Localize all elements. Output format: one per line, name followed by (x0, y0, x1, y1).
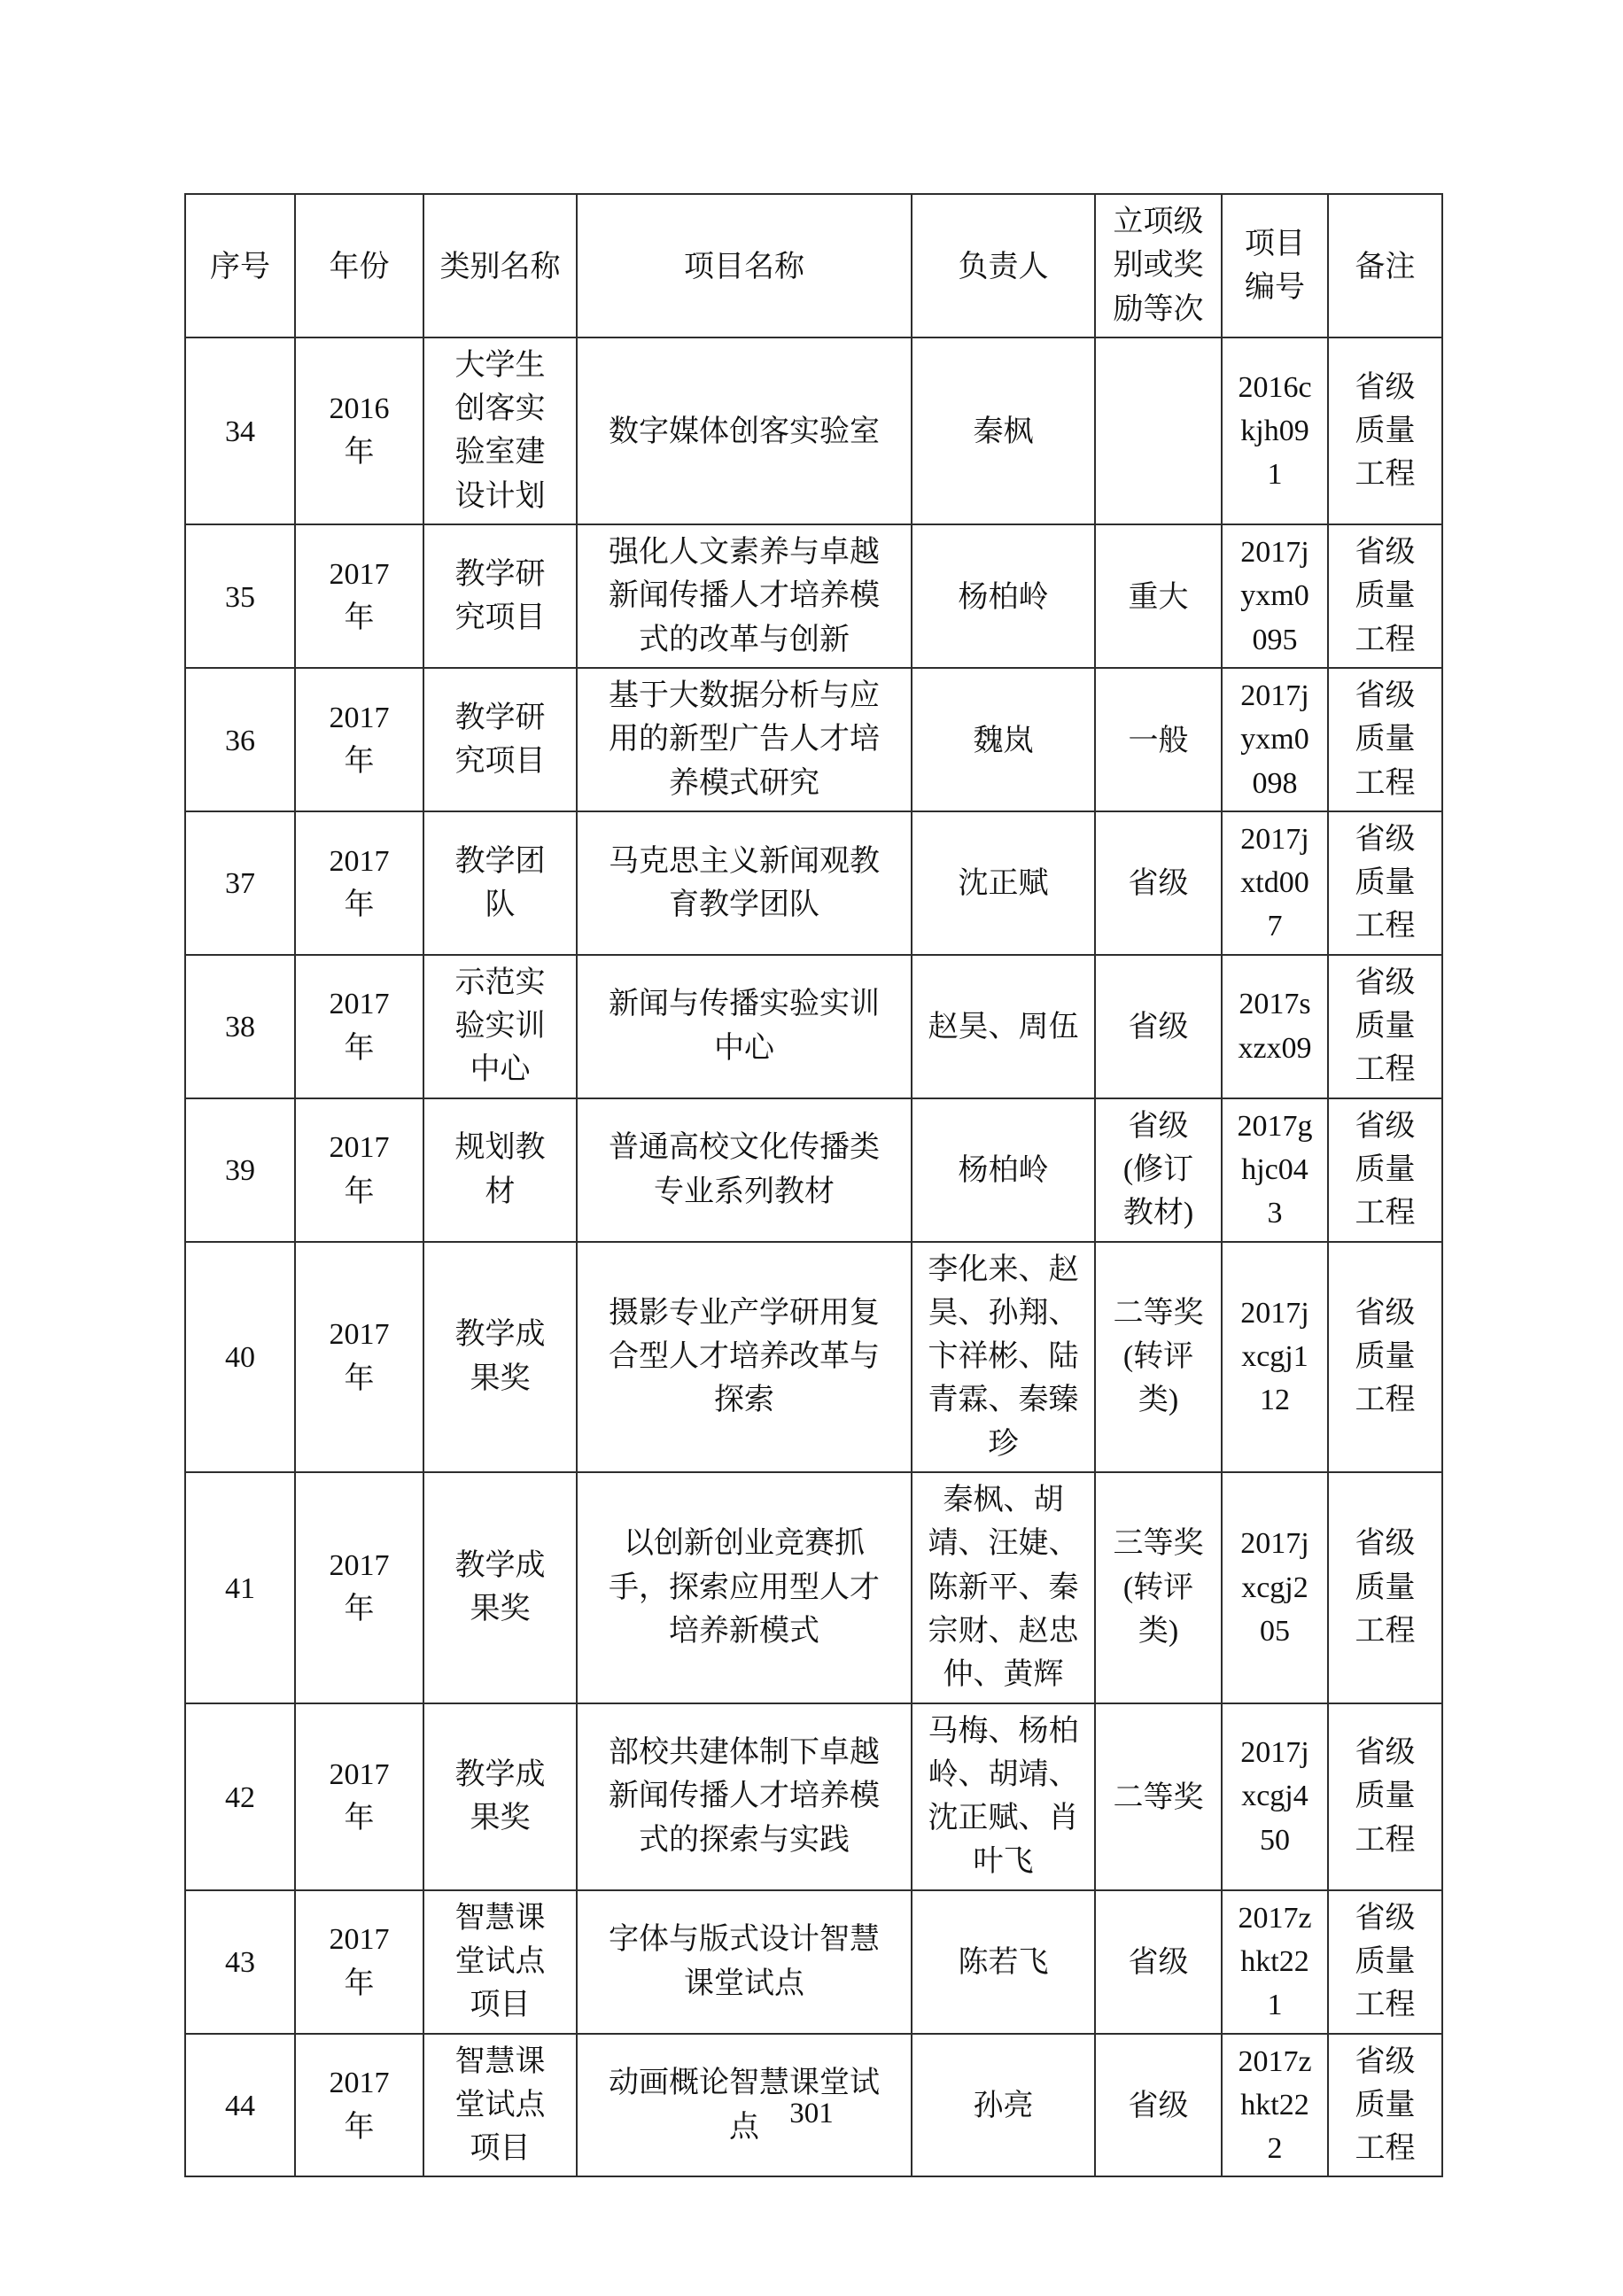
cell-text: 省级质量工程 (1355, 1736, 1416, 1857)
table-row (185, 1703, 1442, 1890)
cell-category (423, 1890, 577, 2034)
cell-text: 教学成果奖 (454, 1757, 546, 1835)
cell-seq (185, 1242, 295, 1472)
cell-seq (185, 1890, 295, 2034)
cell-year (295, 955, 423, 1098)
cell-text: 教学研究项目 (454, 701, 546, 778)
cell-text: 省级质量工程 (1355, 966, 1416, 1087)
cell-seq (185, 1098, 295, 1242)
cell-level (1095, 524, 1222, 668)
cell-text: 2017年 (329, 1548, 390, 1626)
cell-text: 省级质量工程 (1355, 1109, 1416, 1230)
cell-text: 教学团队 (454, 844, 546, 921)
cell-year (295, 1242, 423, 1472)
cell-year (295, 1890, 423, 2034)
cell-text: 2017年 (329, 701, 390, 778)
cell-project (577, 1242, 912, 1472)
projects-table (184, 193, 1443, 2177)
cell-text: 2017sxzx09 (1238, 988, 1312, 1065)
cell-seq (185, 1703, 295, 1890)
cell-text: 大学生创客实验室建设计划 (454, 348, 546, 513)
cell-year (295, 668, 423, 811)
cell-note (1328, 1242, 1442, 1472)
cell-year (295, 811, 423, 955)
cell-text: 规划教材 (454, 1131, 546, 1208)
cell-text: 省级 (1128, 867, 1189, 901)
column-header-label: 序号 (210, 250, 270, 283)
cell-text: 马梅、杨柏岭、胡靖、沈正赋、肖叶飞 (928, 1714, 1079, 1879)
cell-text: 赵昊、周伍 (928, 1011, 1079, 1044)
cell-text: 智慧课堂试点项目 (454, 2044, 546, 2166)
table-row (185, 668, 1442, 811)
cell-category (423, 955, 577, 1098)
cell-code (1222, 668, 1328, 811)
table-row (185, 1472, 1442, 1703)
cell-project (577, 1098, 912, 1242)
cell-text: 部校共建体制下卓越新闻传播人才培养模式的探索与实践 (609, 1736, 880, 1857)
column-header-leader (912, 194, 1095, 337)
cell-seq (185, 668, 295, 811)
cell-text: 数字媒体创客实验室 (609, 415, 880, 449)
cell-level (1095, 668, 1222, 811)
column-header-label: 立项级别或奖励等次 (1113, 206, 1204, 326)
cell-category (423, 1242, 577, 1472)
cell-year (295, 1098, 423, 1242)
cell-text: 李化来、赵昊、孙翔、卞祥彬、陆青霖、秦臻珍 (928, 1253, 1079, 1461)
table-header-row (185, 194, 1442, 337)
cell-text: 字体与版式设计智慧课堂试点 (609, 1923, 880, 2000)
cell-project (577, 1890, 912, 2034)
cell-note (1328, 524, 1442, 668)
cell-level (1095, 1098, 1222, 1242)
cell-text: 以创新创业竞赛抓手，探索应用型人才培养新模式 (609, 1527, 880, 1648)
cell-text: 二等奖(转评类) (1113, 1296, 1204, 1417)
cell-note (1328, 1098, 1442, 1242)
cell-text: 36 (225, 724, 255, 757)
cell-text: 省级(修订教材) (1122, 1109, 1194, 1230)
cell-text: 秦枫 (973, 415, 1034, 449)
cell-text: 普通高校文化传播类专业系列教材 (609, 1131, 880, 1208)
cell-leader (912, 524, 1095, 668)
cell-leader (912, 1472, 1095, 1703)
column-header-code (1222, 194, 1328, 337)
column-header-label: 项目编号 (1245, 227, 1305, 304)
cell-note (1328, 811, 1442, 955)
cell-project (577, 811, 912, 955)
cell-text: 2017jyxm0095 (1240, 536, 1309, 656)
cell-code (1222, 1242, 1328, 1472)
table-row (185, 1242, 1442, 1472)
cell-category (423, 811, 577, 955)
cell-text: 2017jxtd007 (1240, 822, 1309, 943)
cell-level (1095, 811, 1222, 955)
cell-level (1095, 1472, 1222, 1703)
cell-leader (912, 811, 1095, 955)
cell-text: 2017jxcgj450 (1240, 1736, 1309, 1857)
cell-text: 魏岚 (973, 724, 1034, 757)
cell-text: 省级 (1128, 1011, 1189, 1044)
cell-seq (185, 955, 295, 1098)
cell-code (1222, 811, 1328, 955)
cell-text: 2017年 (329, 1318, 390, 1395)
cell-text: 2017jxcgj112 (1240, 1296, 1309, 1417)
column-header-label: 备注 (1355, 250, 1416, 283)
cell-text: 2017年 (329, 844, 390, 921)
column-header-label: 年份 (329, 250, 390, 283)
column-header-seq (185, 194, 295, 337)
table-header (185, 194, 1442, 337)
table-row (185, 524, 1442, 668)
cell-text: 马克思主义新闻观教育教学团队 (609, 844, 880, 921)
cell-text: 省级质量工程 (1355, 2044, 1416, 2166)
cell-text: 秦枫、胡靖、汪婕、陈新平、秦宗财、赵忠仲、黄辉 (928, 1484, 1079, 1692)
table-row (185, 1890, 1442, 2034)
cell-year (295, 524, 423, 668)
cell-text: 2016ckjh091 (1238, 370, 1312, 492)
cell-text: 2017jxcgj205 (1240, 1527, 1309, 1648)
cell-text: 摄影专业产学研用复合型人才培养改革与探索 (609, 1296, 880, 1417)
cell-text: 37 (225, 867, 255, 901)
cell-leader (912, 1242, 1095, 1472)
cell-text: 2016年 (329, 392, 390, 469)
cell-text: 省级质量工程 (1355, 822, 1416, 943)
cell-text: 教学成果奖 (454, 1548, 546, 1626)
cell-note (1328, 668, 1442, 811)
cell-level (1095, 337, 1222, 524)
cell-text: 示范实验实训中心 (454, 966, 546, 1087)
cell-note (1328, 1703, 1442, 1890)
cell-note (1328, 337, 1442, 524)
cell-leader (912, 1890, 1095, 2034)
column-header-label: 项目名称 (684, 250, 804, 283)
cell-project (577, 524, 912, 668)
cell-category (423, 524, 577, 668)
cell-text: 省级 (1128, 2090, 1189, 2123)
cell-seq (185, 337, 295, 524)
cell-leader (912, 1098, 1095, 1242)
cell-text: 杨柏岭 (958, 580, 1049, 614)
cell-text: 省级质量工程 (1355, 1527, 1416, 1648)
cell-text: 新闻与传播实验实训中心 (609, 988, 880, 1065)
cell-leader (912, 955, 1095, 1098)
cell-code (1222, 955, 1328, 1098)
cell-level (1095, 1242, 1222, 1472)
cell-level (1095, 1890, 1222, 2034)
cell-text: 2017年 (329, 1131, 390, 1208)
cell-project (577, 955, 912, 1098)
table-row (185, 337, 1442, 524)
cell-project (577, 668, 912, 811)
cell-code (1222, 1472, 1328, 1703)
cell-level (1095, 955, 1222, 1098)
cell-text: 2017年 (329, 1923, 390, 2000)
cell-leader (912, 668, 1095, 811)
cell-leader (912, 1703, 1095, 1890)
cell-project (577, 337, 912, 524)
column-header-year (295, 194, 423, 337)
cell-level (1095, 1703, 1222, 1890)
cell-year (295, 337, 423, 524)
cell-text: 杨柏岭 (958, 1154, 1049, 1188)
cell-text: 2017ghjc043 (1237, 1109, 1313, 1230)
cell-code (1222, 1098, 1328, 1242)
column-header-note (1328, 194, 1442, 337)
cell-text: 二等奖 (1113, 1780, 1204, 1814)
cell-text: 沈正赋 (958, 867, 1049, 901)
cell-code (1222, 524, 1328, 668)
table-row (185, 811, 1442, 955)
column-header-category (423, 194, 577, 337)
cell-text: 省级质量工程 (1355, 1296, 1416, 1417)
cell-text: 一般 (1128, 724, 1189, 757)
cell-text: 智慧课堂试点项目 (454, 1901, 546, 2022)
cell-project (577, 1703, 912, 1890)
cell-text: 基于大数据分析与应用的新型广告人才培养模式研究 (609, 679, 880, 800)
cell-category (423, 1098, 577, 1242)
cell-text: 省级质量工程 (1355, 679, 1416, 800)
cell-text: 重大 (1128, 580, 1189, 614)
cell-text: 教学研究项目 (454, 557, 546, 635)
cell-text: 2017年 (329, 2067, 390, 2144)
cell-text: 省级质量工程 (1355, 370, 1416, 492)
cell-code (1222, 1703, 1328, 1890)
cell-text: 动画概论智慧课堂试点 (609, 2067, 880, 2144)
table-row (185, 955, 1442, 1098)
cell-seq (185, 1472, 295, 1703)
cell-note (1328, 955, 1442, 1098)
cell-category (423, 1472, 577, 1703)
cell-text: 2017zhkt221 (1238, 1901, 1312, 2022)
cell-text: 孙亮 (973, 2090, 1034, 2123)
cell-text: 2017年 (329, 1757, 390, 1835)
cell-text: 教学成果奖 (454, 1318, 546, 1395)
cell-note (1328, 1472, 1442, 1703)
cell-text: 陈若飞 (958, 1946, 1049, 1980)
column-header-level (1095, 194, 1222, 337)
cell-seq (185, 524, 295, 668)
cell-category (423, 668, 577, 811)
cell-text: 强化人文素养与卓越新闻传播人才培养模式的改革与创新 (609, 536, 880, 656)
cell-year (295, 1703, 423, 1890)
cell-text: 省级质量工程 (1355, 1901, 1416, 2022)
column-header-label: 负责人 (958, 250, 1049, 283)
cell-text: 39 (225, 1154, 255, 1188)
cell-text: 34 (225, 415, 255, 449)
cell-seq (185, 811, 295, 955)
cell-text: 44 (225, 2090, 255, 2123)
cell-code (1222, 337, 1328, 524)
cell-code (1222, 1890, 1328, 2034)
cell-text: 41 (225, 1571, 255, 1605)
cell-text: 43 (225, 1946, 255, 1980)
column-header-project (577, 194, 912, 337)
cell-note (1328, 1890, 1442, 2034)
cell-category (423, 337, 577, 524)
cell-text: 42 (225, 1780, 255, 1814)
cell-text: 35 (225, 580, 255, 614)
cell-text: 2017zhkt222 (1238, 2044, 1312, 2166)
cell-project (577, 1472, 912, 1703)
cell-leader (912, 337, 1095, 524)
cell-text: 省级 (1128, 1946, 1189, 1980)
cell-year (295, 1472, 423, 1703)
table-row (185, 1098, 1442, 1242)
table-body (185, 337, 1442, 2177)
cell-text: 2017jyxm0098 (1240, 679, 1309, 800)
column-header-label: 类别名称 (439, 250, 561, 283)
cell-text: 三等奖(转评类) (1113, 1527, 1204, 1648)
cell-category (423, 1703, 577, 1890)
cell-text: 40 (225, 1341, 255, 1375)
cell-text: 2017年 (329, 988, 390, 1065)
page-number: 301 (789, 2098, 834, 2129)
cell-text: 2017年 (329, 557, 390, 635)
cell-text: 省级质量工程 (1355, 536, 1416, 656)
cell-text: 38 (225, 1011, 255, 1044)
